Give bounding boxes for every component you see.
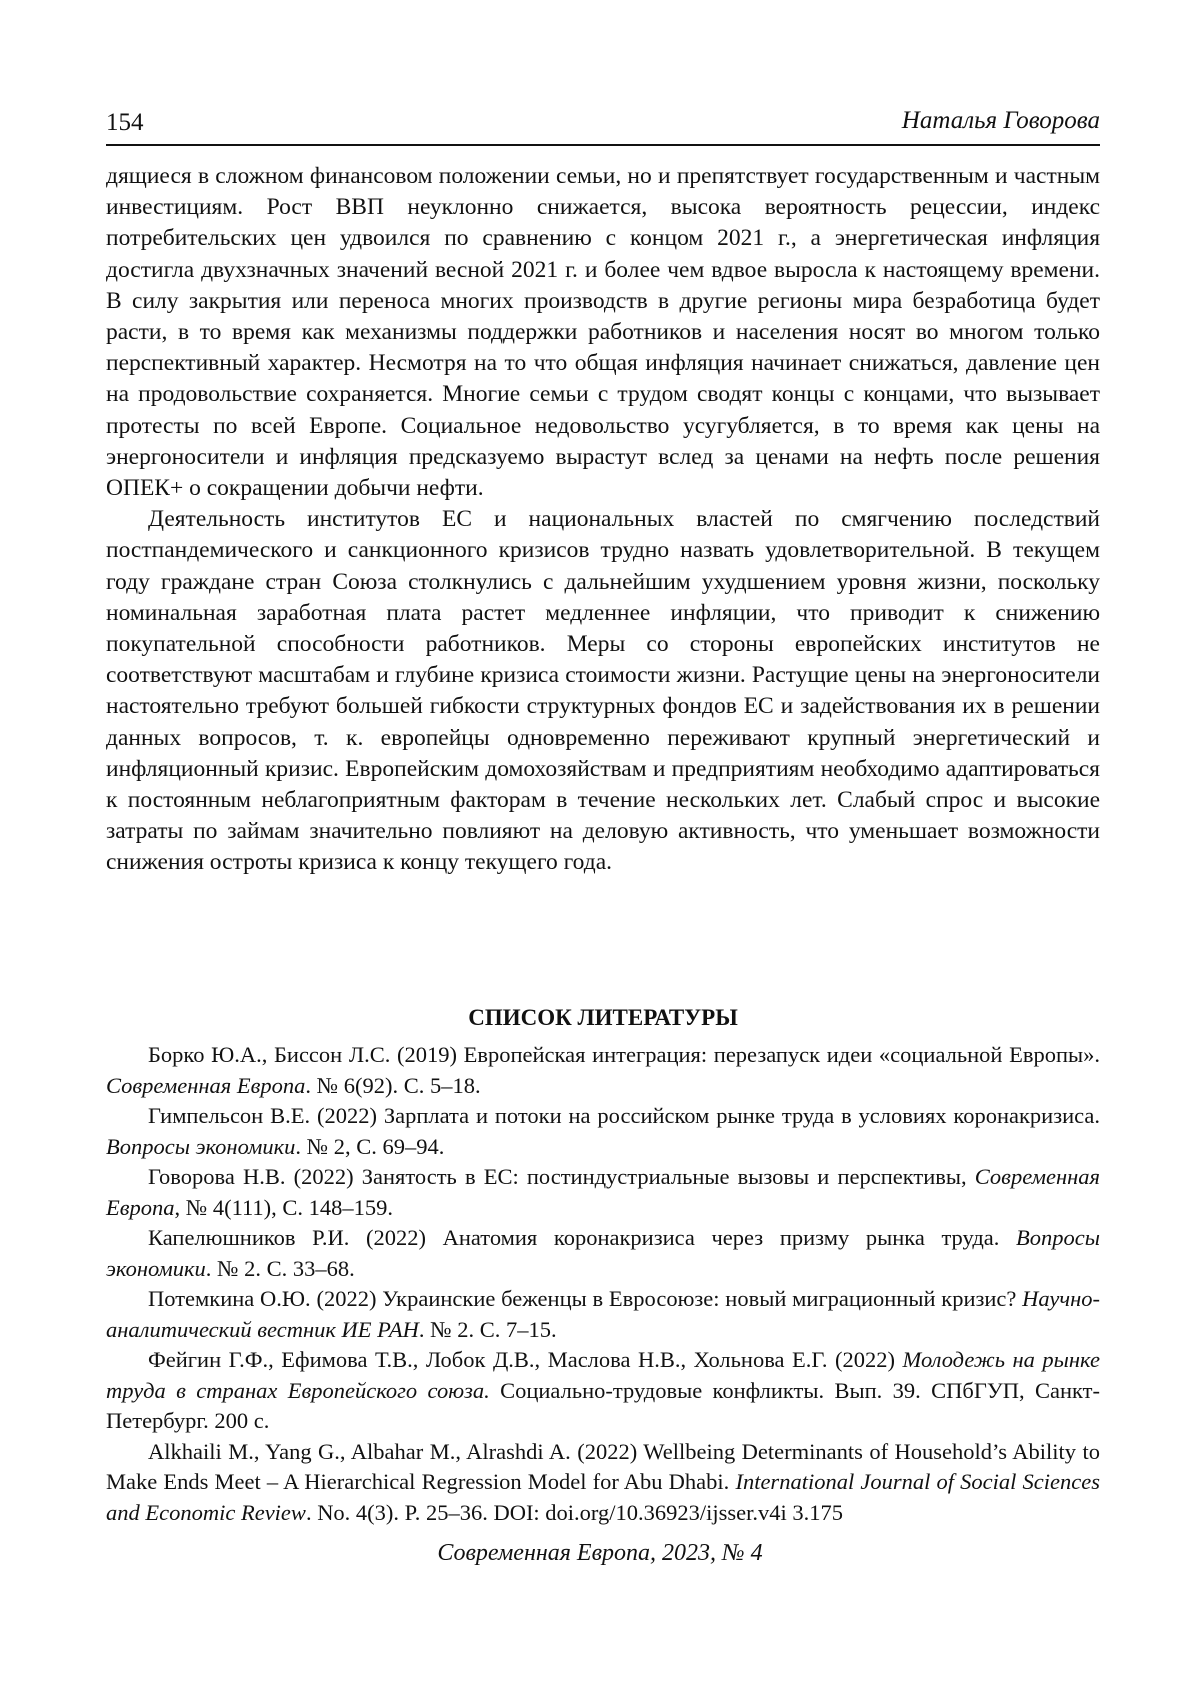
running-author: Наталья Говорова: [901, 107, 1100, 134]
reference-item: Борко Ю.А., Биссон Л.С. (2019) Европейская интеграция: перезапуск идеи «социальной Европы». Современная Европа. № 6(92). С. 5–18.: [106, 1042, 1100, 1098]
article-body: [106, 161, 1100, 879]
paragraph-continued: дящиеся в сложном финансовом положении семьи, но и препятствует государственным и частным инвестициям. Рост ВВП неуклонно снижается, высока вероятность рецессии, индекс потребительских цен удвоился по сравнению с концом 2021 г., а энергетическая инфляция достигла двухзначных значений весной 2021 г. и более чем вдвое выросла к настоящему времени. В силу закрытия или переноса многих производств в другие регионы мира безработица будет расти, в то время как механизмы поддержки работников и населения носят во многом только перспективный характер. Несмотря на то что общая инфляция начинает снижаться, давление цен на продовольствие сохраняется. Многие семьи с трудом сводят концы с концами, что вызывает протесты по всей Европе. Социальное недовольство усугубляется, в то время как цены на энергоносители и инфляция предсказуемо вырастут вслед за ценами на нефть после решения ОПЕК+ о сокращении добычи нефти.: [106, 163, 1100, 502]
reference-item: Говорова Н.В. (2022) Занятость в ЕС: постиндустриальные вызовы и перспективы, Современная Европа, № 4(111), С. 148–159.: [106, 1164, 1100, 1220]
paragraph: Деятельность институтов ЕС и национальных властей по смягчению последствий постпандемического и санкционного кризисов трудно назвать удовлетворительной. В текущем году граждане стран Союза столкнулись с дальнейшим ухудшением уровня жизни, поскольку номинальная заработная плата растет медленнее инфляции, что приводит к снижению покупательной способности работников. Меры со стороны европейских институтов не соответствуют масштабам и глубине кризиса стоимости жизни. Растущие цены на энергоносители настоятельно требуют большей гибкости структурных фондов ЕС и задействования их в решении данных вопросов, т. к. европейцы одновременно переживают крупный энергетический и инфляционный кризис. Европейским домохозяйствам и предприятиям необходимо адаптироваться к постоянным неблагоприятным факторам в течение нескольких лет. Слабый спрос и высокие затраты по займам значительно повлияют на деловую активность, что уменьшает возможности снижения остроты кризиса к концу текущего года.: [106, 506, 1100, 876]
references-list: [106, 1040, 1100, 1528]
running-footer: Современная Европа, 2023, № 4: [437, 1540, 763, 1566]
header-rule: [106, 144, 1100, 146]
running-header: [106, 103, 1100, 143]
reference-item: Капелюшников Р.И. (2022) Анатомия коронакризиса через призму рынка труда. Вопросы экономики. № 2. С. 33–68.: [106, 1225, 1100, 1281]
reference-item: Фейгин Г.Ф., Ефимова Т.В., Лобок Д.В., Маслова Н.В., Хольнова Е.Г. (2022) Молодежь на рынке труда в странах Европейского союза. Социально-трудовые конфликты. Вып. 39. СПбГУП, Санкт-Петербург. 200 с.: [106, 1347, 1100, 1433]
reference-item: Гимпельсон В.Е. (2022) Зарплата и потоки на российском рынке труда в условиях коронакризиса. Вопросы экономики. № 2, С. 69–94.: [106, 1103, 1100, 1159]
references-heading: СПИСОК ЛИТЕРАТУРЫ: [468, 1005, 738, 1030]
reference-item: Потемкина О.Ю. (2022) Украинские беженцы в Евросоюзе: новый миграционный кризис? Научно-аналитический вестник ИЕ РАН. № 2. С. 7–15.: [106, 1286, 1100, 1342]
reference-item: Alkhaili M., Yang G., Albahar M., Alrashdi A. (2022) Wellbeing Determinants of Household’s Ability to Make Ends Meet – A Hierarchical Regression Model for Abu Dhabi. International Journal of Social Sciences and Economic Review. No. 4(3). P. 25–36. DOI: doi.org/10.36923/ijsser.v4i 3.175: [106, 1438, 1101, 1525]
page-number: 154: [106, 109, 144, 136]
